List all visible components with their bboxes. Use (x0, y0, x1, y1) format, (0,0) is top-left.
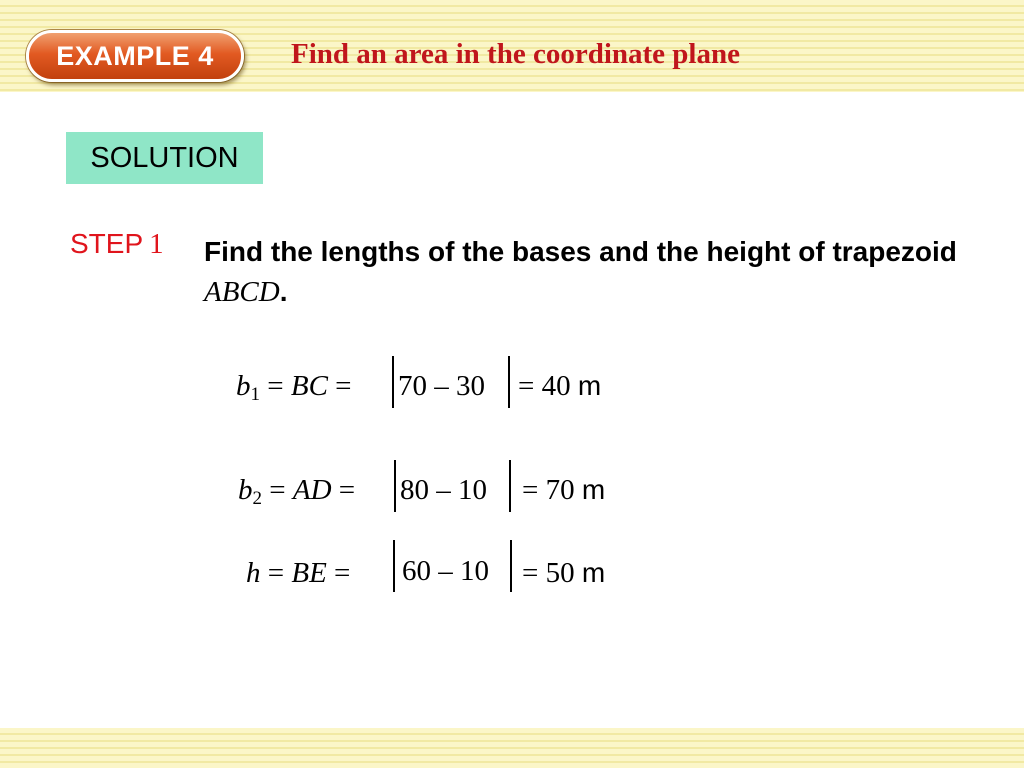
var-b2: b (238, 474, 253, 506)
equation-b1-result: = 40 m (518, 370, 602, 402)
segment-ad: AD (292, 474, 332, 506)
equation-b1-abs: 70 – 30 (398, 370, 485, 402)
step-number: 1 (149, 228, 164, 260)
instruction-end: . (279, 276, 288, 307)
abs-bar-left (393, 540, 395, 592)
abs-bar-right (509, 460, 511, 512)
unit-b1: m (577, 370, 602, 401)
unit-b2: m (581, 474, 606, 505)
page-title: Find an area in the coordinate plane (291, 38, 740, 70)
var-b2-subscript: 2 (252, 488, 262, 509)
example-badge-label: EXAMPLE 4 (56, 40, 214, 71)
abs-bar-left (392, 356, 394, 408)
equation-b2-lhs: $b_2$ = AD = (238, 474, 356, 509)
example-badge (26, 30, 244, 82)
solution-box (66, 132, 263, 184)
step-word: STEP (70, 228, 144, 259)
abs-bar-right (508, 356, 510, 408)
var-b1-subscript: 1 (250, 384, 260, 405)
equation-h-lhs: h = BE = (246, 557, 351, 589)
equation-b2-abs: 80 – 10 (400, 474, 487, 506)
footer-band (0, 728, 1024, 768)
step-instruction (204, 232, 994, 312)
result-b1: 40 (541, 370, 571, 402)
result-b2: 70 (545, 474, 575, 506)
result-h: 50 (545, 557, 575, 589)
segment-be: BE (291, 557, 327, 589)
trapezoid-name: ABCD (204, 276, 280, 308)
solution-label: SOLUTION (90, 141, 239, 174)
segment-bc: BC (290, 370, 328, 402)
step-label (70, 228, 164, 261)
abs-bar-right (510, 540, 512, 592)
equation-h-result: = 50 m (522, 557, 606, 589)
unit-h: m (581, 557, 606, 588)
instruction-text: Find the lengths of the bases and the height of trapezoid (204, 236, 957, 267)
equation-h-abs: 60 – 10 (402, 555, 489, 587)
var-b1: b (236, 370, 251, 402)
var-h: h (246, 557, 261, 589)
equation-b1-lhs: $b_1$ = BC = (236, 370, 352, 405)
equation-b2-result: = 70 m (522, 474, 606, 506)
abs-bar-left (394, 460, 396, 512)
